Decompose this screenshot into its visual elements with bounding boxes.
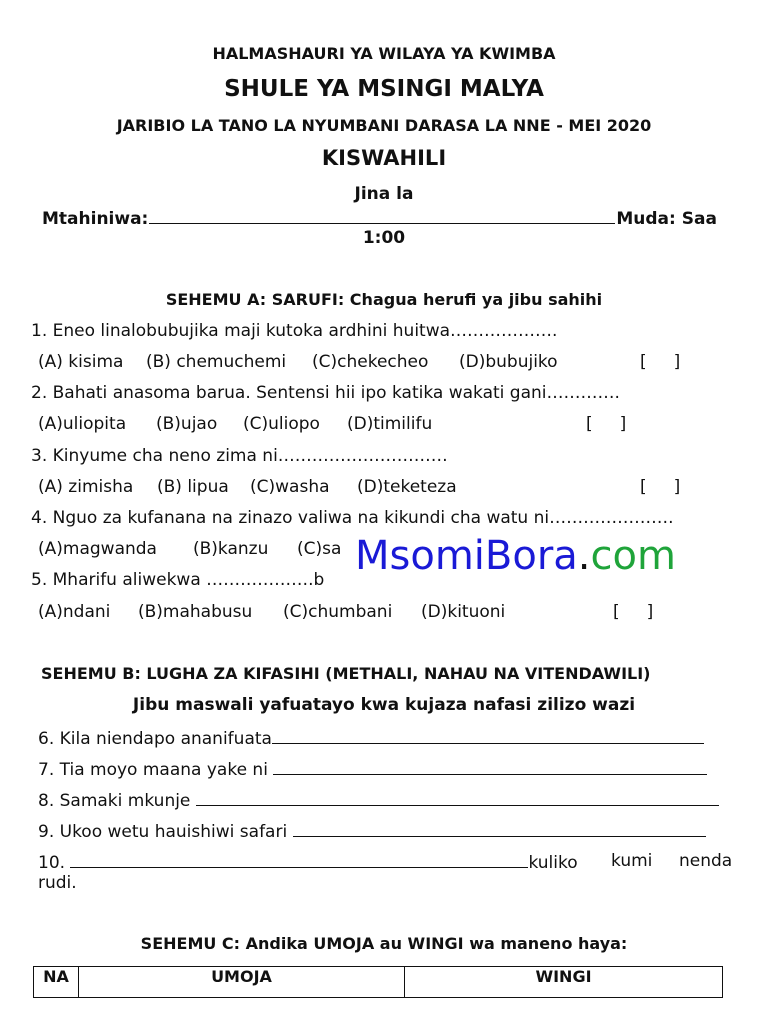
q5-option-a: (A)ndani <box>38 602 111 622</box>
q4-option-a: (A)magwanda <box>38 539 157 559</box>
candidate-name-line <box>42 206 717 229</box>
item-7 <box>38 758 707 780</box>
q5-answer-box[interactable]: [ ] <box>613 602 654 622</box>
subject-heading: KISWAHILI <box>321 146 447 170</box>
item-7-blank[interactable] <box>273 758 707 775</box>
item-6-text: 6. Kila niendapo ananifuata <box>38 729 272 749</box>
time-label: Muda: Saa <box>616 209 717 229</box>
q3-option-d: (D)teketeza <box>357 477 457 497</box>
q2-option-d: (D)timilifu <box>347 414 433 434</box>
q3-option-b: (B) lipua <box>157 477 229 497</box>
q1-option-a: (A) kisima <box>38 352 124 372</box>
item-9 <box>38 820 706 842</box>
item-10-word-1: kumi <box>611 851 653 871</box>
item-10 <box>38 851 578 873</box>
q2-answer-box[interactable]: [ ] <box>586 414 627 434</box>
watermark-brand: MsomiBora <box>355 533 578 579</box>
q5-option-b: (B)mahabusu <box>138 602 253 622</box>
column-wingi: WINGI <box>405 967 723 998</box>
item-6-blank[interactable] <box>272 727 704 744</box>
candidate-label: Mtahiniwa: <box>42 209 149 229</box>
item-7-text: 7. Tia moyo maana yake ni <box>38 760 268 780</box>
watermark-dot: . <box>577 533 591 579</box>
exam-heading: JARIBIO LA TANO LA NYUMBANI DARASA LA NNE - MEI 2020 <box>116 116 652 135</box>
q3-option-c: (C)washa <box>250 477 330 497</box>
item-10-number: 10. <box>38 853 66 873</box>
item-8 <box>38 789 719 811</box>
q2-option-b: (B)ujao <box>156 414 218 434</box>
item-9-text: 9. Ukoo wetu hauishiwi safari <box>38 822 288 842</box>
item-10-blank[interactable] <box>70 851 528 868</box>
district-heading: HALMASHAURI YA WILAYA YA KWIMBA <box>212 44 556 63</box>
question-4: 4. Nguo za kufanana na zinazo valiwa na kikundi cha watu ni…………………. <box>31 508 674 528</box>
candidate-name-blank[interactable] <box>149 206 615 224</box>
table-header-row <box>34 967 723 998</box>
q4-option-b: (B)kanzu <box>193 539 269 559</box>
section-a-title: SEHEMU A: SARUFI: Chagua herufi ya jibu sahihi <box>165 290 603 309</box>
q1-option-b: (B) chemuchemi <box>146 352 287 372</box>
section-c-table <box>33 966 723 998</box>
watermark-tld: com <box>590 533 676 579</box>
section-c-title: SEHEMU C: Andika UMOJA au WINGI wa maneno haya: <box>140 934 628 953</box>
time-value: 1:00 <box>362 228 406 248</box>
q1-answer-box[interactable]: [ ] <box>640 352 681 372</box>
question-1: 1. Eneo linalobubujika maji kutoka ardhini huitwa………………. <box>31 321 558 341</box>
candidate-label-line1: Jina la <box>354 184 414 204</box>
item-6 <box>38 727 704 749</box>
section-b-subtitle: Jibu maswali yafuatayo kwa kujaza nafasi zilizo wazi <box>132 695 636 715</box>
item-9-blank[interactable] <box>293 820 706 837</box>
watermark-logo <box>355 533 676 579</box>
item-8-text: 8. Samaki mkunje <box>38 791 191 811</box>
question-5: 5. Mharifu aliwekwa ……………….b <box>31 570 325 590</box>
q1-option-c: (C)chekecheo <box>312 352 429 372</box>
q4-option-c: (C)sa <box>297 539 342 559</box>
q3-option-a: (A) zimisha <box>38 477 134 497</box>
q2-option-a: (A)uliopita <box>38 414 127 434</box>
q2-option-c: (C)uliopo <box>243 414 320 434</box>
q1-option-d: (D)bubujiko <box>459 352 558 372</box>
q5-option-c: (C)chumbani <box>283 602 393 622</box>
question-3: 3. Kinyume cha neno zima ni………………………… <box>31 446 448 466</box>
column-umoja: UMOJA <box>79 967 405 998</box>
item-10-suffix: kuliko <box>528 853 578 873</box>
q5-option-d: (D)kituoni <box>421 602 506 622</box>
item-8-blank[interactable] <box>196 789 719 806</box>
column-na: NA <box>34 967 79 998</box>
item-10-end: rudi. <box>38 873 77 893</box>
school-heading: SHULE YA MSINGI MALYA <box>224 76 544 102</box>
item-10-word-2: nenda <box>679 851 733 871</box>
section-b-title: SEHEMU B: LUGHA ZA KIFASIHI (METHALI, NAHAU NA VITENDAWILI) <box>41 664 651 683</box>
q3-answer-box[interactable]: [ ] <box>640 477 681 497</box>
question-2: 2. Bahati anasoma barua. Sentensi hii ipo katika wakati gani…………. <box>31 383 620 403</box>
